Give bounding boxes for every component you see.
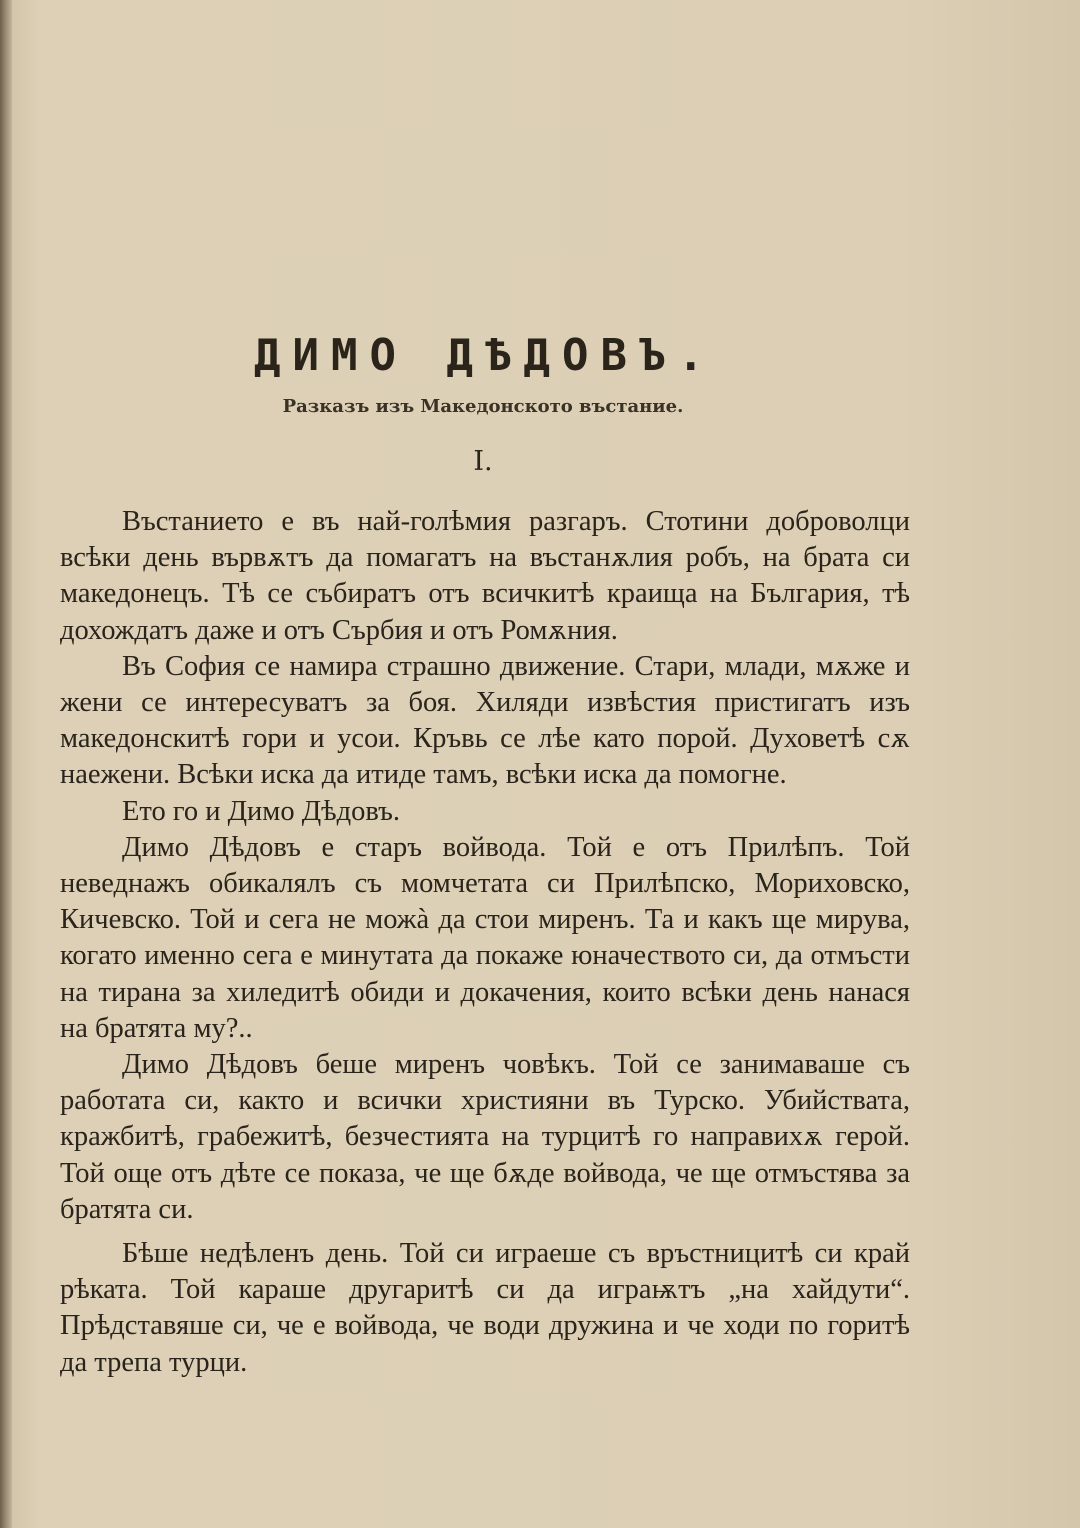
paragraph: Въстанието е въ най-голѣмия разгаръ. Стотини доброволци всѣки день вървѫтъ да помагатъ на въстанѫлия робъ, на брата си македонецъ. Тѣ се събиратъ отъ всичкитѣ краища на България, тѣ дохождатъ даже и отъ Сърбия и отъ Ромѫния.: [60, 506, 910, 646]
story-subtitle: Разказъ изъ Македонското въстание.: [282, 396, 684, 417]
paragraph: Димо Дѣдовъ е старъ войвода. Той е отъ Прилѣпъ. Той неведнажъ обикалялъ съ момчетата си Прилѣпско, Мориховско, Кичевско. Той и сега не можà да стои миренъ. Та и какъ ще мирува, когато именно сега е минутата да покаже юначеството си, да отмъсти на тирана за хиледитѣ обиди и докачения, които всѣки день нанася на братята му?..: [60, 831, 910, 1044]
paragraph: Ето го и Димо Дѣдовъ.: [122, 795, 400, 827]
paragraph: Димо Дѣдовъ беше миренъ човѣкъ. Той се занимаваше съ работата си, както и всички християни въ Турско. Убийствата, кражбитѣ, грабежитѣ, безчестията на турцитѣ го направихѫ герой. Той още отъ дѣте се показа, че ще бѫде войвода, че ще отмъстява за братята си.: [60, 1049, 910, 1225]
paragraph: Въ София се намира страшно движение. Стари, млади, мѫже и жени се интересуватъ за боя. Хиляди извѣстия пристигатъ изъ македонскитѣ гори и усои. Кръвь се лѣе като порой. Духоветѣ сѫ наежени. Всѣки иска да итиде тамъ, всѣки иска да помогне.: [60, 650, 910, 791]
story-title: ДИМО ДѢДОВЪ.: [254, 330, 716, 381]
paragraph: Бѣше недѣленъ день. Той си играеше съ връстницитѣ си край рѣката. Той караше другаритѣ си да играѭтъ „на хайдути“. Прѣдставяше си, че е войвода, че води дружина и че ходи по горитѣ да трепа турци.: [60, 1238, 910, 1378]
book-spine: [0, 0, 12, 1528]
chapter-number: I.: [473, 446, 493, 477]
story-body: [60, 504, 910, 1381]
